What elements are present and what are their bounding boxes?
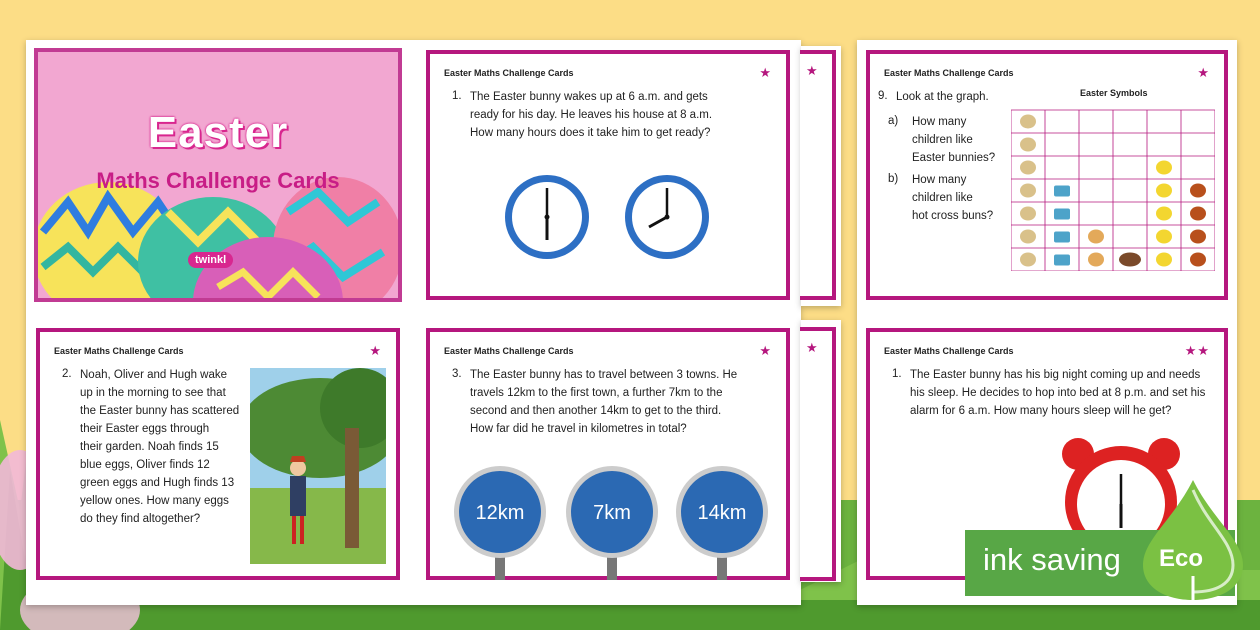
svg-text:14km: 14km xyxy=(697,502,747,524)
svg-text:7km: 7km xyxy=(593,502,631,524)
basket-symbol-icon xyxy=(1054,209,1070,220)
card-header: Easter Maths Challenge Cards xyxy=(54,346,184,356)
card-header: Easter Maths Challenge Cards xyxy=(444,346,574,356)
ink-saving-text: ink saving xyxy=(983,542,1121,577)
chick-symbol-icon xyxy=(1156,253,1172,267)
cover-subtitle: Maths Challenge Cards xyxy=(96,168,340,193)
part-b-text: How many children like hot cross buns? xyxy=(912,174,994,222)
bunny-symbol-icon xyxy=(1020,207,1036,221)
distance-signs xyxy=(452,466,772,580)
back-card-edge-top xyxy=(800,50,836,300)
child-under-tree-illustration xyxy=(250,368,386,564)
chick-symbol-icon xyxy=(1156,161,1172,175)
back-card-edge-bottom xyxy=(800,327,836,581)
chick-symbol-icon xyxy=(1156,230,1172,244)
clock-six-icon xyxy=(502,172,592,262)
bun-symbol-icon xyxy=(1190,230,1206,244)
bunny-symbol-icon xyxy=(1020,253,1036,267)
question-number: 3. xyxy=(452,368,462,380)
question-text: The Easter bunny has to travel between 3 towns. He travels 12km to the first town, a further 7km to the second and then another 14km to get to the third. How far did he travel in kilometres in total? xyxy=(470,369,738,435)
basket-symbol-icon xyxy=(1054,232,1070,243)
twinkl-logo: twinkl xyxy=(188,252,233,268)
part-b-label: b) xyxy=(888,173,899,185)
question-number: 9. xyxy=(878,90,888,102)
question-number: 1. xyxy=(452,90,462,102)
back-card-star-2: ★ xyxy=(806,340,819,355)
chick-symbol-icon xyxy=(1156,207,1172,221)
bun-symbol-icon xyxy=(1190,207,1206,221)
bunny-symbol-icon xyxy=(1020,161,1036,175)
question-number: 1. xyxy=(892,368,902,380)
part-a-label: a) xyxy=(888,115,899,127)
cover-art xyxy=(38,52,398,298)
bun-symbol-icon xyxy=(1190,184,1206,198)
challenge-card-9 xyxy=(866,50,1228,300)
graph-title: Easter Symbols xyxy=(1080,88,1148,98)
back-card-star: ★ xyxy=(806,63,819,78)
eco-drop-icon xyxy=(1138,480,1248,600)
bunny-symbol-icon xyxy=(1020,230,1036,244)
chick-symbol-icon xyxy=(1156,184,1172,198)
challenge-card-2 xyxy=(36,328,400,580)
bun-symbol-icon xyxy=(1190,253,1206,267)
nest-symbol-icon xyxy=(1119,253,1141,267)
card-header: Easter Maths Challenge Cards xyxy=(444,68,574,78)
difficulty-stars: ★ xyxy=(759,65,772,80)
eco-drop-text: Eco xyxy=(1159,545,1204,572)
bunny-symbol-icon xyxy=(1020,184,1036,198)
difficulty-stars: ★ xyxy=(1197,65,1210,80)
cookie-symbol-icon xyxy=(1088,230,1104,244)
challenge-card-1 xyxy=(426,50,790,300)
difficulty-stars: ★ xyxy=(369,343,382,358)
cookie-symbol-icon xyxy=(1088,253,1104,267)
easter-symbols-pictogram xyxy=(1011,109,1215,271)
svg-text:12km: 12km xyxy=(475,502,525,524)
question-text: The Easter bunny wakes up at 6 a.m. and gets ready for his day. He leaves his house at 8 a.m. How many hours does it take him to get ready? xyxy=(470,91,713,139)
sign-7km xyxy=(566,466,658,580)
bunny-symbol-icon xyxy=(1020,138,1036,152)
card-header: Easter Maths Challenge Cards xyxy=(884,68,1014,78)
challenge-card-3 xyxy=(426,328,790,580)
clock-eight-icon xyxy=(622,172,712,262)
question-intro: Look at the graph. xyxy=(896,91,989,103)
sign-14km xyxy=(676,466,768,580)
question-text: Noah, Oliver and Hugh wake up in the morning to see that the Easter bunny has scattered their Easter eggs through their garden. Noah finds 15 blue eggs, Oliver finds 12 green eggs and Hugh finds 13 yellow ones. How many eggs do they find altogether? xyxy=(80,369,240,525)
cover-title: Easter xyxy=(147,108,289,157)
question-number: 2. xyxy=(62,368,72,380)
card-header: Easter Maths Challenge Cards xyxy=(884,346,1014,356)
question-text: The Easter bunny has his big night coming up and needs his sleep. He decides to hop into bed at 8 p.m. and set his alarm for 6 a.m. How many hours sleep will he get? xyxy=(910,369,1206,417)
basket-symbol-icon xyxy=(1054,255,1070,266)
basket-symbol-icon xyxy=(1054,186,1070,197)
sign-12km xyxy=(454,466,546,580)
part-a-text: How many children like Easter bunnies? xyxy=(912,116,996,164)
difficulty-stars: ★★ xyxy=(1184,343,1210,358)
difficulty-stars: ★ xyxy=(759,343,772,358)
bunny-symbol-icon xyxy=(1020,115,1036,129)
